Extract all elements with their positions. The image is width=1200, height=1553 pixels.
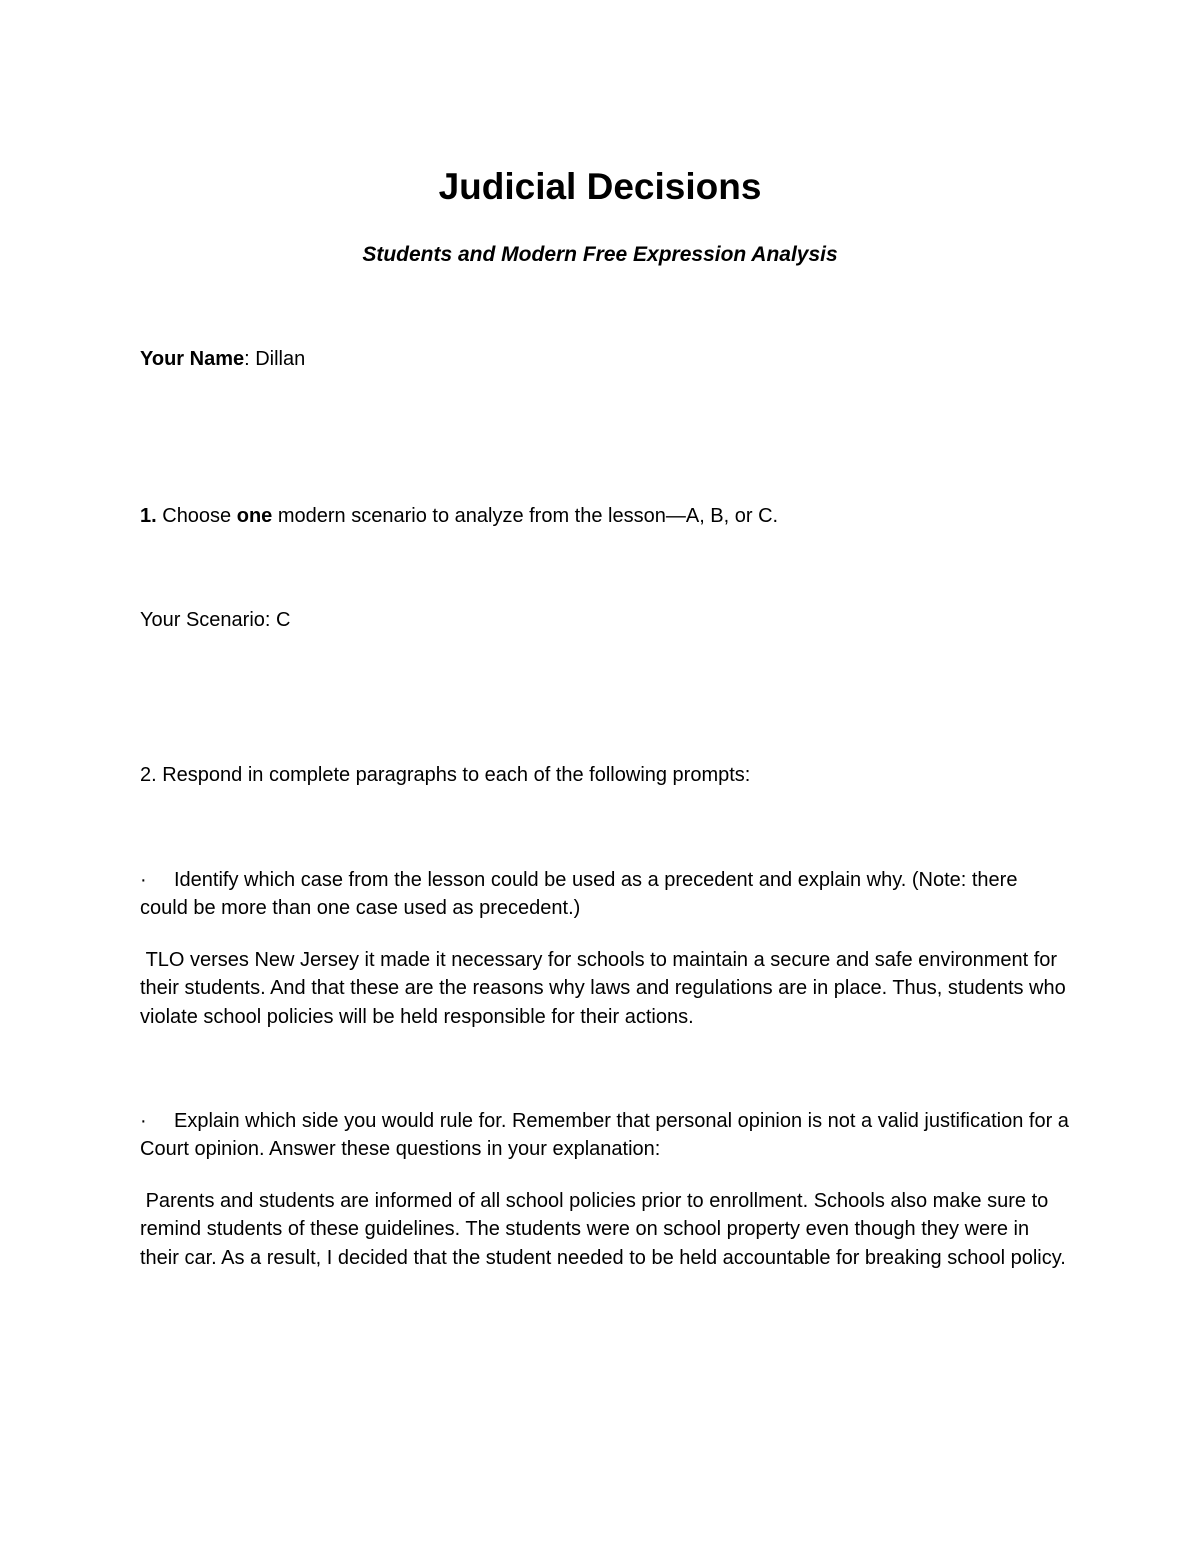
- name-label: Your Name: [140, 348, 245, 370]
- question-1-emphasis: one: [236, 505, 273, 527]
- document-subtitle: Students and Modern Free Expression Analysis: [362, 243, 838, 266]
- question-1-text-pre: Choose: [156, 505, 237, 527]
- question-1: [140, 502, 778, 530]
- bullet-glyph: ·: [140, 1110, 147, 1132]
- question-2: 2. Respond in complete paragraphs to each of the following prompts:: [140, 764, 751, 786]
- name-value: : Dillan: [244, 348, 306, 370]
- question-1-number: 1.: [140, 505, 157, 527]
- answer-1: [140, 946, 1070, 1031]
- prompt-1: [140, 866, 1070, 923]
- prompt-2: [140, 1107, 1070, 1164]
- bullet-glyph: ·: [140, 869, 147, 891]
- prompt-1-text: Identify which case from the lesson could be used as a precedent and explain why. (Note: there could be more than one case used as precedent.): [140, 869, 1018, 920]
- scenario-line: Your Scenario: C: [140, 609, 291, 631]
- answer-2-text: Parents and students are informed of all school policies prior to enrollment. Schools also make sure to remind students of these guidelines. The students were on school property even though they were in their car. As a result, I decided that the student needed to be held accountable for breaking school policy.: [140, 1190, 1066, 1269]
- name-line: [140, 345, 305, 373]
- question-1-text-post: modern scenario to analyze from the lesson—A, B, or C.: [272, 505, 779, 527]
- prompt-2-text: Explain which side you would rule for. Remember that personal opinion is not a valid justification for a Court opinion. Answer these questions in your explanation:: [140, 1110, 1069, 1161]
- answer-2: [140, 1187, 1070, 1272]
- answer-1-text: TLO verses New Jersey it made it necessary for schools to maintain a secure and safe environment for their students. And that these are the reasons why laws and regulations are in place. Thus, students who violate school policies will be held responsible for their actions.: [140, 949, 1066, 1028]
- document-title: Judicial Decisions: [438, 166, 762, 207]
